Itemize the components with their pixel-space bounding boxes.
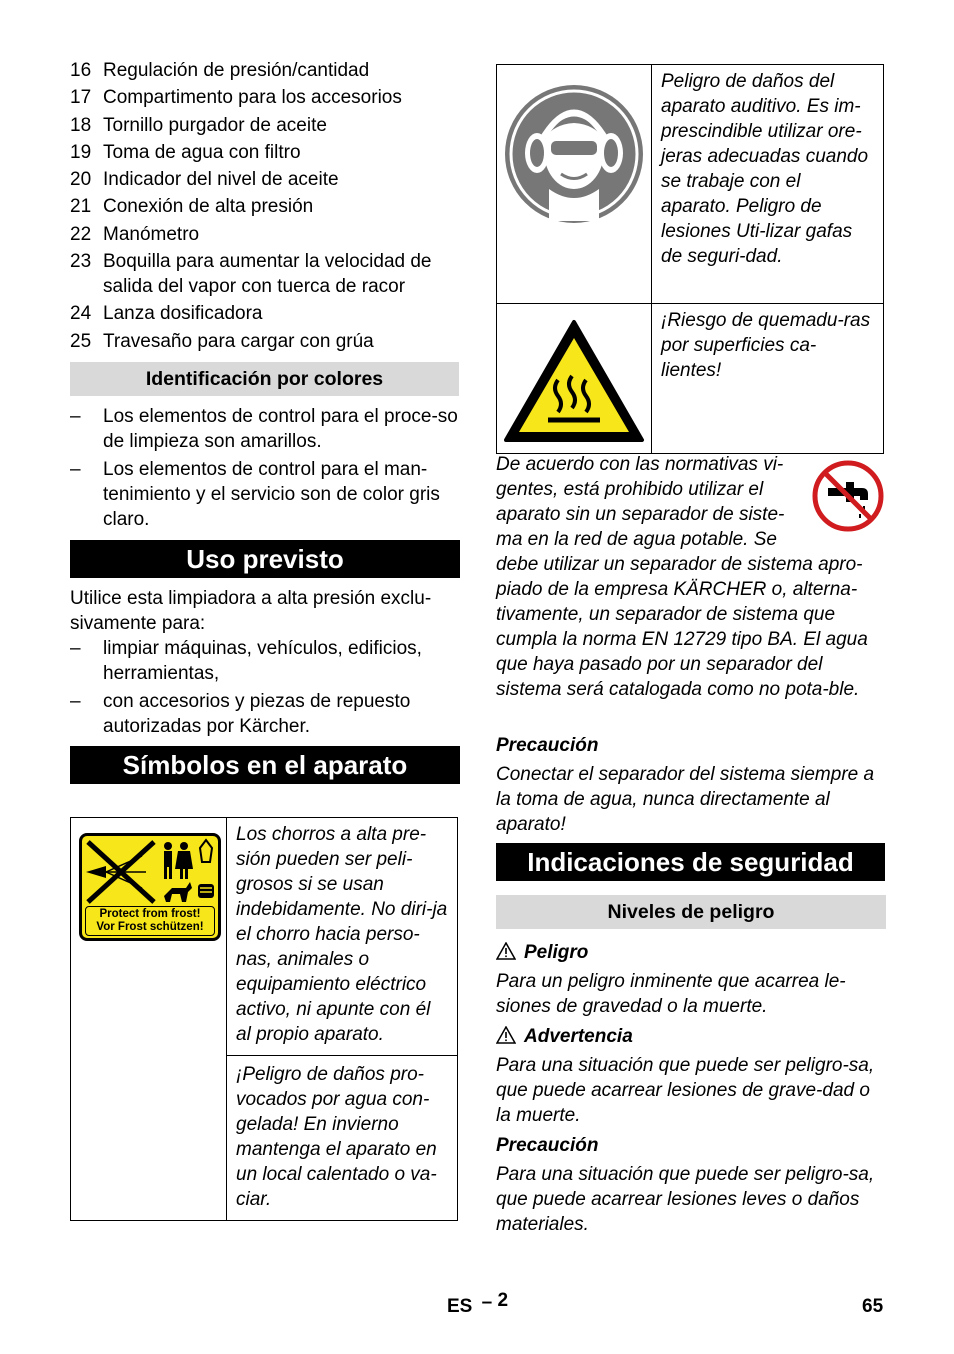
list-item: – con accesorios y piezas de repuesto autorizadas por Kärcher.	[70, 691, 411, 737]
list-item: 22 Manómetro	[70, 223, 200, 245]
frost-warning-cell	[227, 1056, 458, 1221]
hearing-symbol-cell	[497, 65, 652, 304]
hot-surface-warning-icon	[502, 318, 646, 446]
separator-paragraph: De acuerdo con las normativas vi-gentes, está prohibido utilizar el aparato sin un separador de siste-ma en la red de agua potable. Se debe utilizar un separador de sistema apro-piado de la empresa KÄRCHER o, alterna-tivamente, un separador de sistema que cumpla la norma EN 12729 tipo BA. El agua que haya pasado por un separador del sistema será catalogada como no pota-ble.	[496, 452, 888, 702]
level-caution-text: Para una situación que puede ser peligro-sa, que puede acarrear lesiones leves o daños materiales.	[496, 1164, 875, 1235]
list-item: – Los elementos de control para el man-tenimiento y el servicio son de color gris claro.	[70, 459, 440, 530]
list-item: 16 Regulación de presión/cantidad	[70, 60, 370, 81]
hot-surface-symbol-cell	[497, 304, 652, 454]
frost-symbol-cell	[71, 818, 227, 1221]
frost-warning-box: Protect from frost! Vor Frost schützen!	[85, 906, 215, 936]
high-pressure-warning-label	[79, 833, 221, 941]
level-danger-text: Para un peligro inminente que acarrea le-siones de gravedad o la muerte.	[496, 971, 846, 1017]
list-item: 17 Compartimento para los accesorios	[70, 87, 402, 109]
no-spray-at-people-icon	[82, 836, 218, 908]
parts-list	[70, 58, 462, 356]
separator-caution-title: Precaución	[496, 735, 599, 756]
level-caution-title: Precaución	[496, 1135, 599, 1156]
warning-triangle-icon	[496, 1026, 516, 1044]
color-id-heading: Identificación por colores	[70, 362, 459, 396]
symbols-heading: Símbolos en el aparato	[70, 746, 460, 784]
intended-use-heading: Uso previsto	[70, 540, 460, 578]
list-item: 23 Boquilla para aumentar la velocidad de salida del vapor con tuerca de racor	[70, 251, 432, 298]
level-danger-title: Peligro	[496, 940, 588, 965]
jet-warning-text: Los chorros a alta pre-sión pueden ser peli-grosos si se usan indebidamente. No diri-ja el chorro hacia perso-nas, animales o equipamiento eléctrico activo, ni apunte con él al propio aparato.	[236, 824, 448, 1045]
list-item: 24 Lanza dosificadora	[70, 303, 263, 325]
intended-use-list	[70, 636, 462, 742]
hearing-warning-cell	[652, 65, 884, 304]
footer-lang: ES – 2	[447, 1290, 509, 1317]
safety-heading: Indicaciones de seguridad	[496, 843, 885, 881]
list-item: – Los elementos de control para el proce-so de limpieza son amarillos.	[70, 406, 458, 452]
frost-warning-text: ¡Peligro de daños pro-vocados por agua con-gelada! En invierno mantenga el aparato en un local calentado o va-ciar.	[236, 1064, 437, 1210]
list-item: 20 Indicador del nivel de aceite	[70, 169, 339, 191]
list-item: 21 Conexión de alta presión	[70, 196, 314, 218]
jet-warning-cell	[227, 818, 458, 1056]
no-drinking-water-connection-icon	[810, 458, 886, 534]
level-warning-title: Advertencia	[496, 1024, 633, 1049]
separator-caution-text: Conectar el separador del sistema siempre a la toma de agua, nunca directamente al aparato!	[496, 764, 875, 835]
intended-use-intro: Utilice esta limpiadora a alta presión exclu-sivamente para:	[70, 588, 432, 634]
ear-and-eye-protection-icon	[499, 79, 649, 229]
danger-levels-heading: Niveles de peligro	[496, 895, 886, 929]
hot-surface-warning-cell	[652, 304, 884, 454]
list-item: 18 Tornillo purgador de aceite	[70, 114, 327, 136]
list-item: 19 Toma de agua con filtro	[70, 141, 301, 163]
symbols-table	[70, 817, 458, 1221]
list-item: 25 Travesaño para cargar con grúa	[70, 330, 374, 352]
color-id-list	[70, 404, 462, 535]
hearing-warning-text: Peligro de daños del aparato auditivo. Es im-prescindible utilizar ore-jeras adecuadas cuando se trabaje con el aparato. Peligro de lesiones Uti-lizar gafas de seguri-dad.	[661, 71, 869, 267]
list-item: – limpiar máquinas, vehículos, edificios, herramientas,	[70, 638, 422, 684]
warning-triangle-icon	[496, 942, 516, 960]
symbols-table-right	[496, 64, 884, 454]
hot-surface-warning-text: ¡Riesgo de quemadu-ras por superficies ca-lientes!	[661, 310, 871, 381]
page-number: 65	[862, 1296, 884, 1317]
level-warning-text: Para una situación que puede ser peligro-sa, que puede acarrear lesiones de grave-dad o la muerte.	[496, 1055, 875, 1126]
